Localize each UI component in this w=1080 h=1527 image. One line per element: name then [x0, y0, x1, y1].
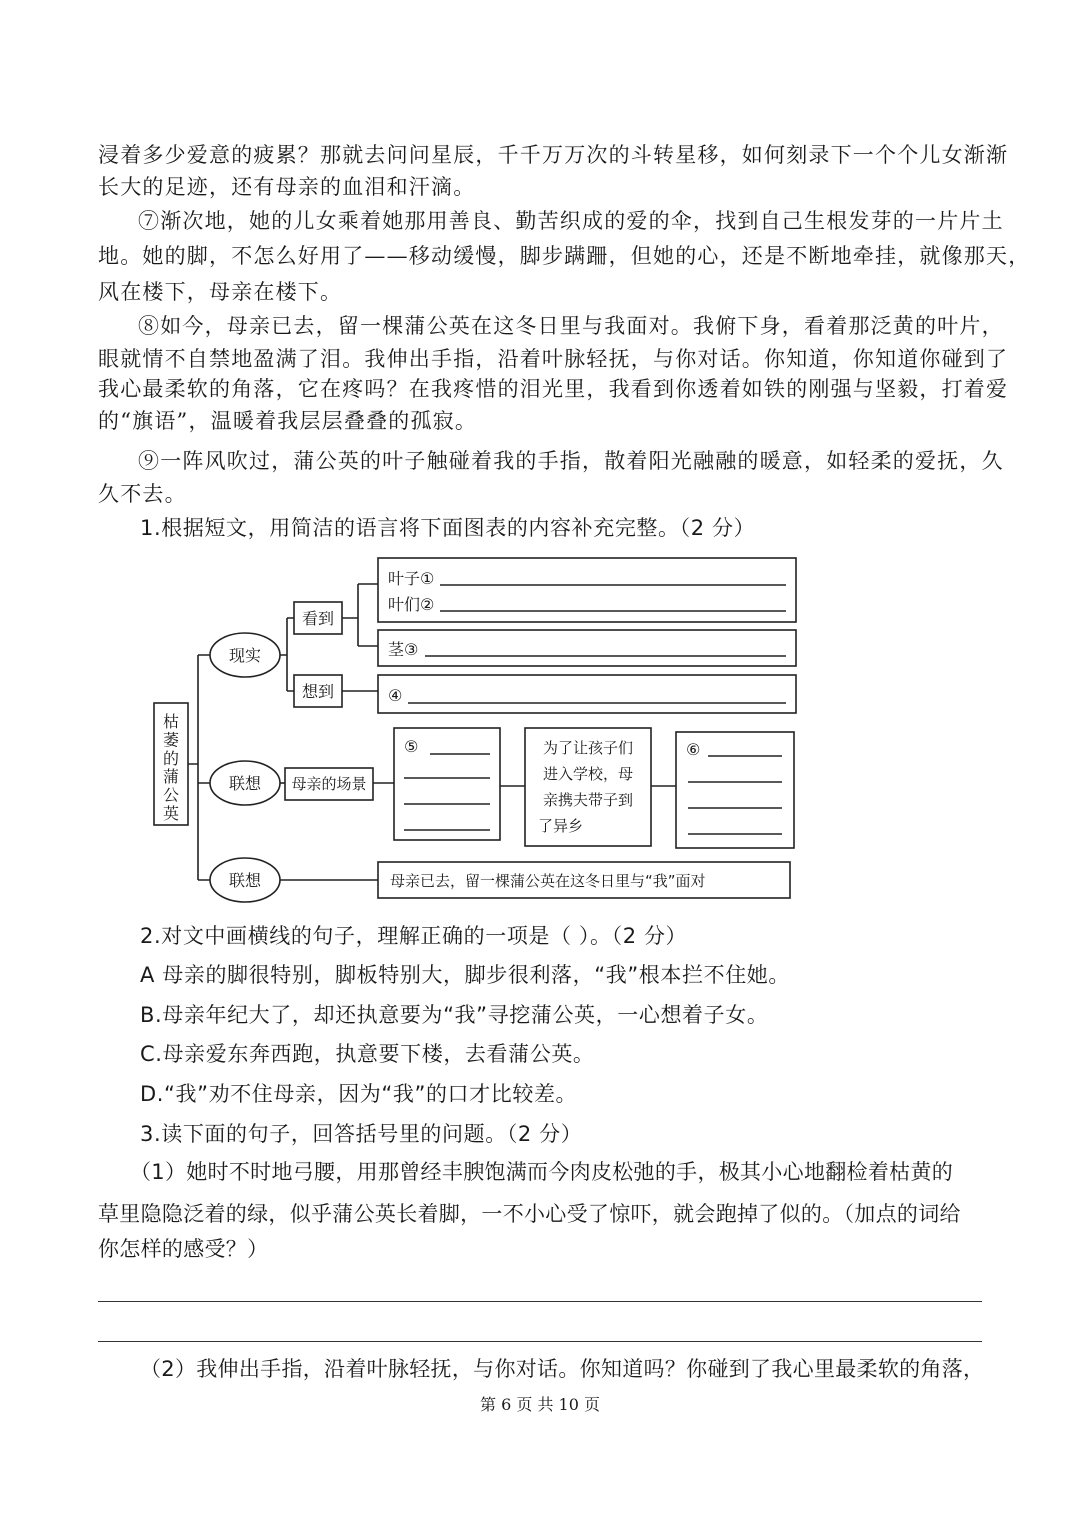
reality-label: 现实 — [228, 646, 262, 665]
middle-box-line: 了异乡 — [538, 817, 584, 835]
answer-line[interactable] — [98, 1301, 982, 1302]
association-label-1: 联想 — [228, 774, 262, 793]
see-label: 看到 — [301, 609, 335, 628]
question-2-title: 2.对文中画横线的句子，理解正确的一项是（ ）。（2 分） — [140, 924, 688, 948]
think-item: ④ — [388, 686, 403, 705]
mother-scene-label: 母亲的场景 — [291, 775, 367, 793]
middle-box-line: 亲携夫带子到 — [542, 791, 634, 809]
paragraph-9-line: ⑨一阵风吹过，蒲公英的叶子触碰着我的手指，散着阳光融融的暖意，如轻柔的爱抚，久 — [138, 449, 1004, 473]
q3-sub2-line: （2）我伸出手指，沿着叶脉轻抚，与你对话。你知道吗？你碰到了我心里最柔软的角落， — [140, 1357, 985, 1381]
question-3-title: 3.读下面的句子，回答括号里的问题。（2 分） — [140, 1122, 583, 1146]
q2-option-c: C.母亲爱东奔西跑，执意要下楼，去看蒲公英。 — [140, 1042, 595, 1066]
paragraph-8-line: ⑧如今，母亲已去，留一棵蒲公英在这冬日里与我面对。我俯下身，看着那泛黄的叶片， — [138, 314, 1004, 338]
root-char: 英 — [162, 803, 180, 823]
q2-option-d: D.“我”劝不住母亲，因为“我”的口才比较差。 — [140, 1082, 578, 1106]
q2-option-b: B.母亲年纪大了，却还执意要为“我”寻挖蒲公英，一心想着子女。 — [140, 1003, 769, 1027]
root-char: 公 — [162, 785, 180, 805]
passage-line: 地。她的脚，不怎么好用了——移动缓慢，脚步蹒跚，但她的心，还是不断地牵挂，就像那天， — [98, 244, 1031, 268]
root-label — [163, 712, 179, 823]
passage-line: 浸着多少爱意的疲累？那就去问问星辰，千千万万次的斗转星移，如何刻录下一个个儿女渐渐 — [98, 143, 1009, 167]
passage-line: 的“旗语”，温暖着我层层叠叠的孤寂。 — [98, 409, 478, 433]
leaf-item-2: 叶们② — [388, 595, 435, 614]
leaf-item-1: 叶子① — [388, 569, 435, 588]
association-label-2: 联想 — [228, 871, 262, 890]
root-char: 的 — [162, 748, 180, 768]
think-label: 想到 — [301, 682, 335, 701]
blank-5-label: ⑤ — [404, 737, 419, 756]
question-1-title: 1.根据短文，用简洁的语言将下面图表的内容补充完整。（2 分） — [140, 516, 756, 540]
passage-line: 风在楼下，母亲在楼下。 — [98, 280, 343, 304]
passage-line: 我心最柔软的角落，它在疼吗？在我疼惜的泪光里，我看到你透着如铁的刚强与坚毅，打着爱 — [98, 377, 1009, 401]
root-char: 萎 — [162, 730, 180, 750]
mind-map-diagram — [150, 552, 810, 907]
middle-box-line: 进入学校，母 — [542, 765, 634, 783]
answer-line[interactable] — [98, 1341, 982, 1342]
q2-option-a: A 母亲的脚很特别，脚板特别大，脚步很利落，“我”根本拦不住她。 — [140, 963, 790, 987]
paragraph-7-line: ⑦渐次地，她的儿女乘着她那用善良、勤苦织成的爱的伞，找到自己生根发芽的一片片土 — [138, 209, 1004, 233]
q3-sub1-line: 草里隐隐泛着的绿，似乎蒲公英长着脚，一不小心受了惊吓，就会跑掉了似的。（加点的词给 — [98, 1202, 961, 1226]
q3-sub1-line: （1）她时不时地弓腰，用那曾经丰腴饱满而今肉皮松弛的手，极其小心地翻检着枯黄的 — [130, 1160, 954, 1184]
middle-box-line: 为了让孩子们 — [542, 739, 634, 757]
q3-sub1-line: 你怎样的感受？） — [98, 1237, 269, 1261]
root-char: 蒲 — [162, 767, 180, 787]
page-footer: 第 6 页 共 10 页 — [480, 1395, 600, 1414]
final-box-text: 母亲已去，留一棵蒲公英在这冬日里与“我”面对 — [390, 872, 706, 890]
stem-item: 茎③ — [388, 640, 419, 659]
passage-line: 久不去。 — [98, 482, 187, 506]
blank-6-label: ⑥ — [686, 740, 701, 759]
root-char: 枯 — [162, 712, 180, 732]
passage-line: 长大的足迹，还有母亲的血泪和汗滴。 — [98, 175, 476, 199]
passage-line: 眼就情不自禁地盈满了泪。我伸出手指，沿着叶脉轻抚，与你对话。你知道，你知道你碰到了 — [98, 347, 1009, 371]
